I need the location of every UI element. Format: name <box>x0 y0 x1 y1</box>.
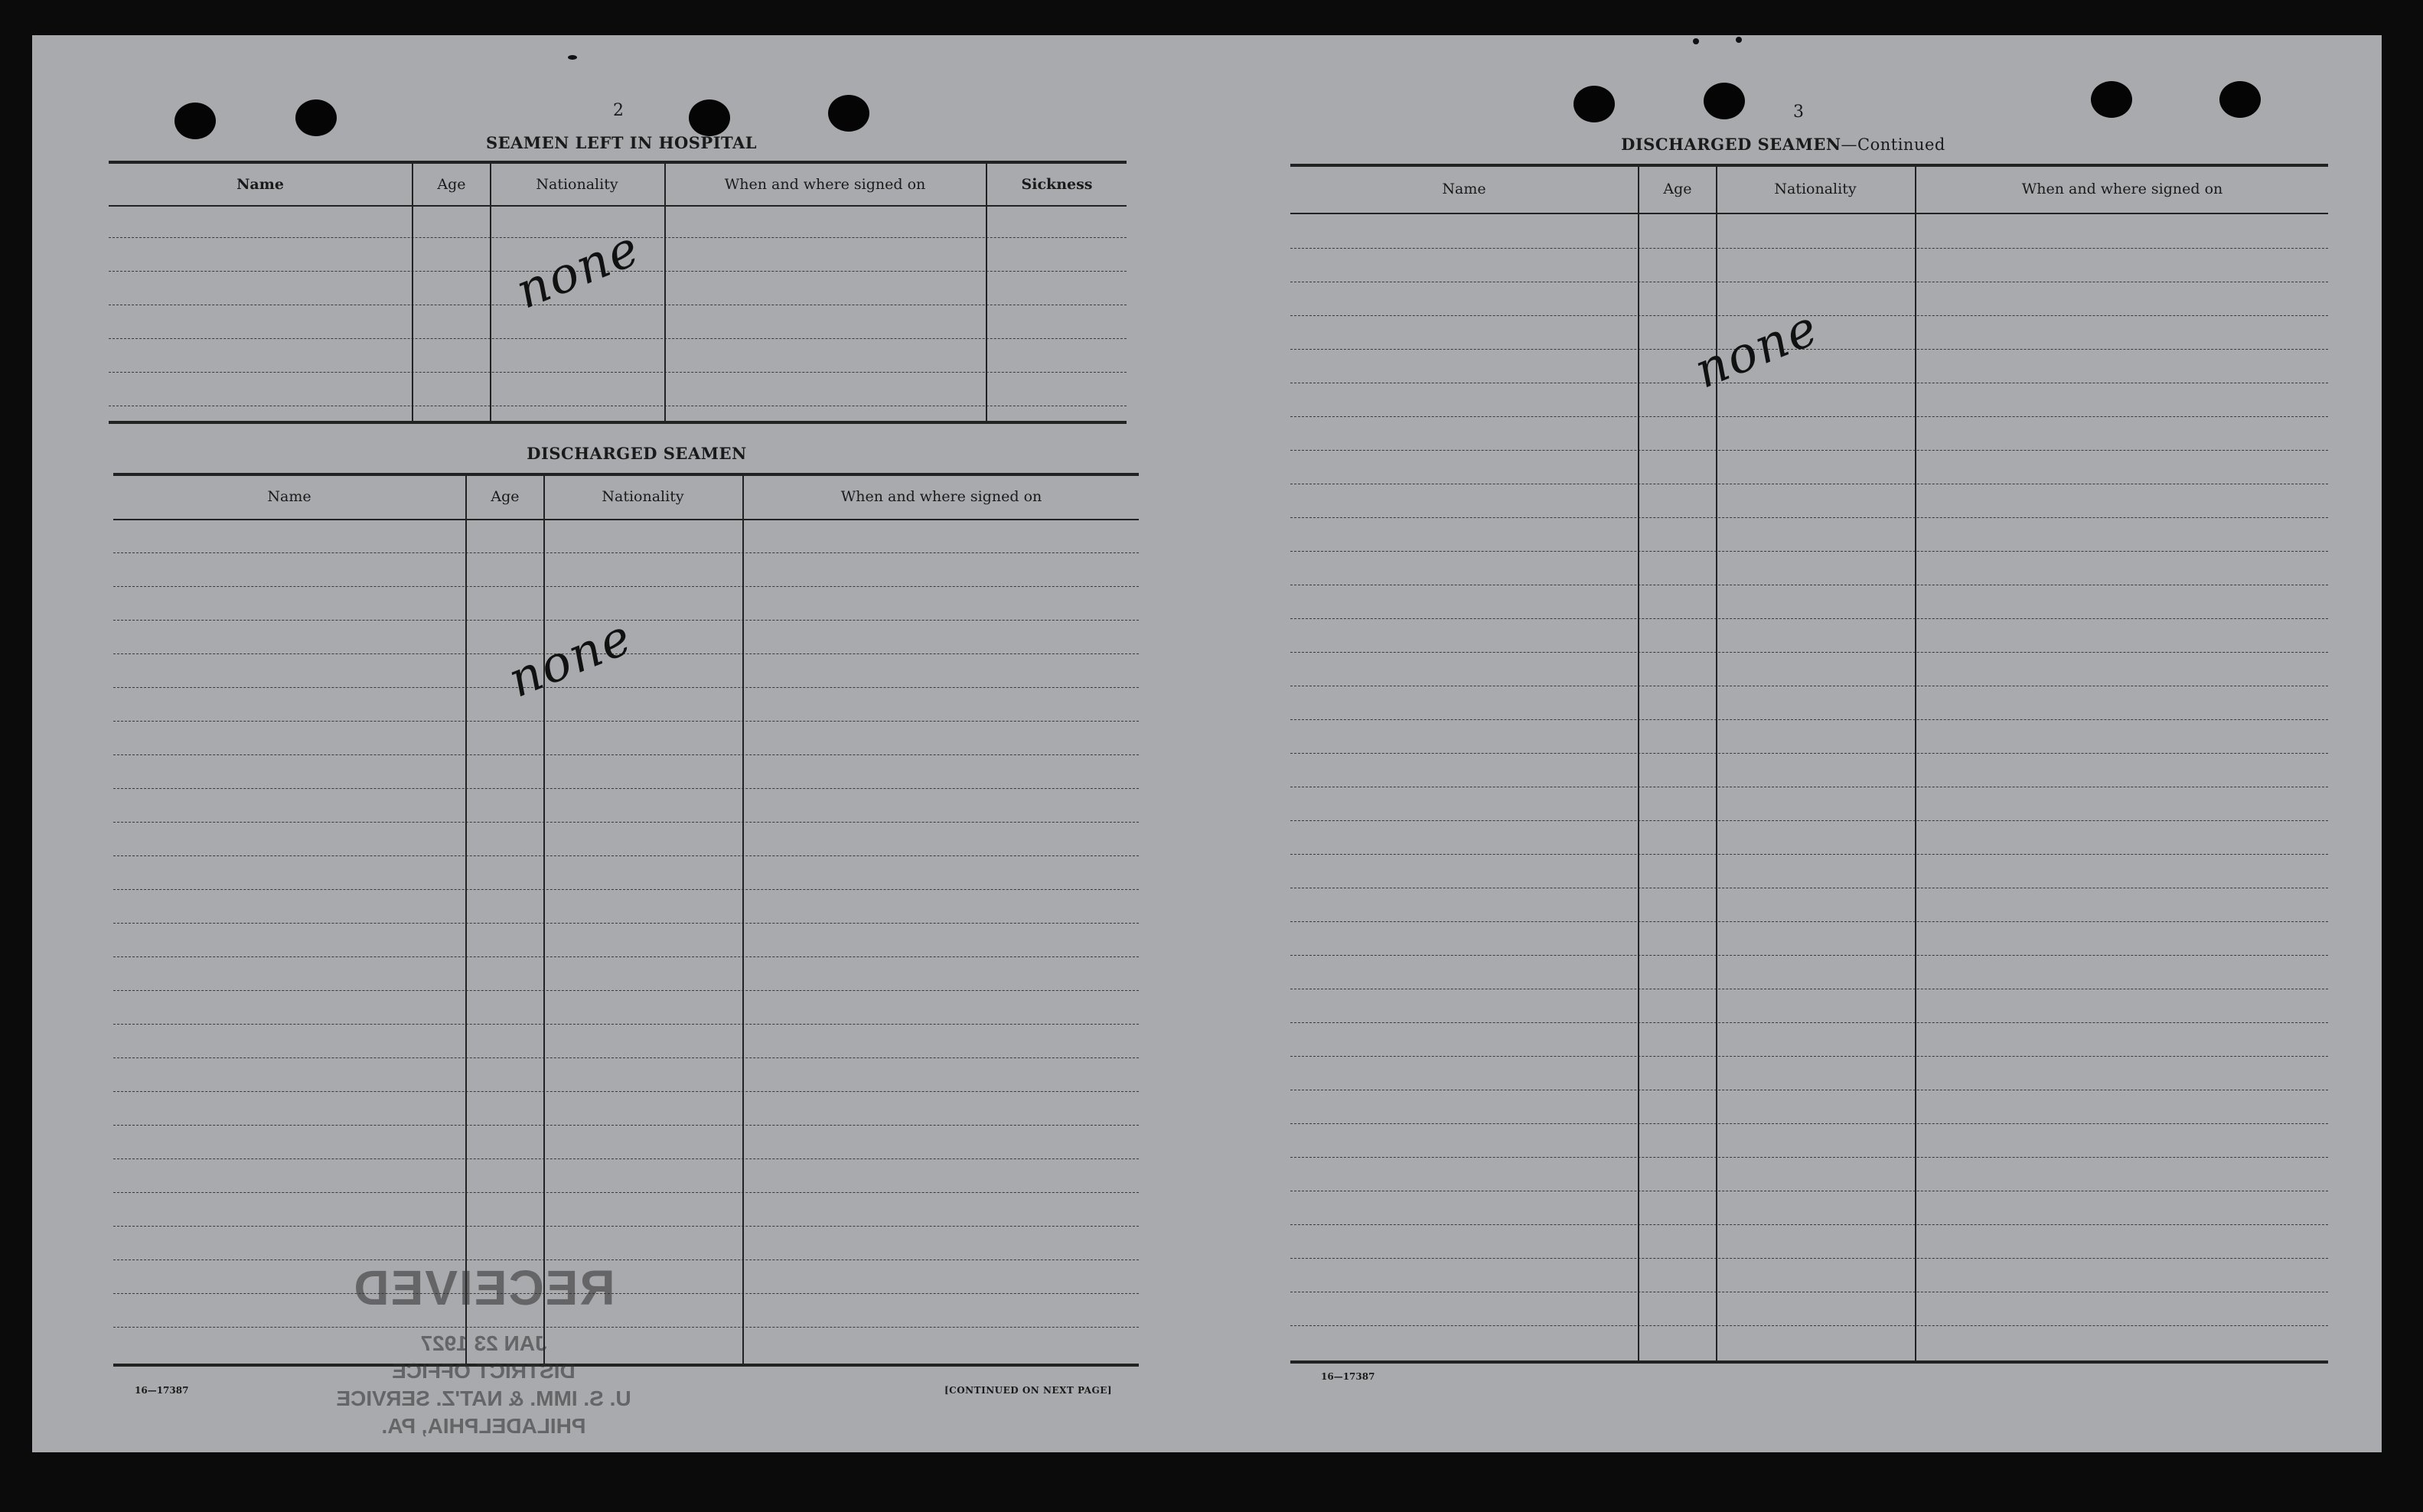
col-header-age: Age <box>491 488 520 505</box>
ledger-row-line <box>113 754 1139 755</box>
col-header-name: Name <box>267 488 311 505</box>
form-number-left: 16—17387 <box>135 1385 189 1396</box>
section-title-suffix: —Continued <box>1841 135 1945 154</box>
col-header-age: Age <box>437 176 466 193</box>
handwritten-none: none <box>1687 299 1827 400</box>
ledger-row-line <box>1290 416 2328 417</box>
ledger-row-line <box>1290 1056 2328 1057</box>
col-header-name: Name <box>236 176 284 193</box>
speck <box>568 55 577 60</box>
handwritten-none: none <box>508 220 648 321</box>
col-header-signed-on: When and where signed on <box>2021 181 2223 197</box>
ledger-row-line <box>1290 450 2328 451</box>
stamp-line: PHILADELPHIA, PA. <box>381 1414 586 1438</box>
ledger-row-line <box>113 788 1139 789</box>
ledger-row-line <box>1290 854 2328 855</box>
punch-hole <box>174 103 216 139</box>
ledger-row-line <box>113 889 1139 890</box>
ledger-row-line <box>113 721 1139 722</box>
ledger-row-line <box>1290 719 2328 720</box>
hospital-table <box>109 161 1127 462</box>
col-header-name: Name <box>1442 181 1486 197</box>
page-number-left: 2 <box>613 101 624 120</box>
ledger-row-line <box>113 855 1139 856</box>
hospital-section-title: SEAMEN LEFT IN HOSPITAL <box>485 133 758 152</box>
punch-hole <box>2091 81 2132 118</box>
ledger-row-line <box>113 822 1139 823</box>
ledger-row-line <box>113 1024 1139 1025</box>
ledger-row-line <box>1290 955 2328 956</box>
ledger-row-line <box>1290 551 2328 552</box>
ledger-row-line <box>113 620 1139 621</box>
col-header-age: Age <box>1663 181 1692 197</box>
punch-hole <box>1573 86 1615 122</box>
stamp-heading: RECEIVED <box>352 1260 615 1315</box>
ledger-row-line <box>113 923 1139 924</box>
speck <box>1693 38 1699 44</box>
col-header-nationality: Nationality <box>602 488 684 505</box>
ledger-row-line <box>1290 248 2328 249</box>
ledger-row-line <box>113 687 1139 688</box>
col-header-nationality: Nationality <box>536 176 618 193</box>
stamp-line: DISTRICT OFFICE <box>392 1359 576 1383</box>
ledger-row-line <box>113 552 1139 553</box>
manifest-sheet <box>32 35 2382 1452</box>
section-title-text: DISCHARGED SEAMEN <box>1621 135 1841 154</box>
ledger-row-line <box>113 1057 1139 1058</box>
col-header-signed-on: When and where signed on <box>840 488 1042 505</box>
ledger-row-line <box>1290 1157 2328 1158</box>
ledger-row-line <box>1290 1123 2328 1124</box>
received-stamp <box>285 1259 683 1512</box>
form-number-right: 16—17387 <box>1321 1371 1375 1382</box>
punch-hole <box>828 95 869 132</box>
ledger-row-line <box>113 1226 1139 1227</box>
discharged-continued-title <box>1621 135 1945 154</box>
punch-hole <box>2219 81 2261 118</box>
punch-hole <box>1704 83 1745 119</box>
ledger-row-line <box>1290 1224 2328 1225</box>
col-header-signed-on: When and where signed on <box>724 176 926 193</box>
ledger-row-line <box>1290 921 2328 922</box>
ledger-row-line <box>113 990 1139 991</box>
ledger-row-line <box>1290 820 2328 821</box>
ledger-row-line <box>113 956 1139 957</box>
ledger-row-line <box>1290 652 2328 653</box>
stamp-line: U. S. IMM. & NAT'Z. SERVICE <box>336 1387 631 1410</box>
col-header-nationality: Nationality <box>1774 181 1857 197</box>
ledger-row-line <box>113 1091 1139 1092</box>
punch-hole <box>689 99 730 136</box>
col-header-sickness: Sickness <box>1021 176 1093 193</box>
discharged-section-title: DISCHARGED SEAMEN <box>527 444 747 463</box>
ledger-row-line <box>113 1158 1139 1159</box>
ledger-row-line <box>113 1125 1139 1126</box>
page-number-right: 3 <box>1793 103 1804 122</box>
ledger-row-line <box>113 1192 1139 1193</box>
ledger-row-line <box>1290 618 2328 619</box>
ledger-row-line <box>1290 1258 2328 1259</box>
ledger-row-line <box>113 586 1139 587</box>
ledger-row-line <box>1290 753 2328 754</box>
ledger-row-line <box>1290 517 2328 518</box>
ledger-row-line <box>1290 1022 2328 1023</box>
continued-note: [CONTINUED ON NEXT PAGE] <box>944 1385 1113 1396</box>
handwritten-none: none <box>501 608 641 709</box>
stamp-date: JAN 23 1927 <box>420 1331 547 1355</box>
speck <box>1736 37 1742 43</box>
punch-hole <box>295 99 337 136</box>
ledger-row-line <box>1290 1325 2328 1326</box>
